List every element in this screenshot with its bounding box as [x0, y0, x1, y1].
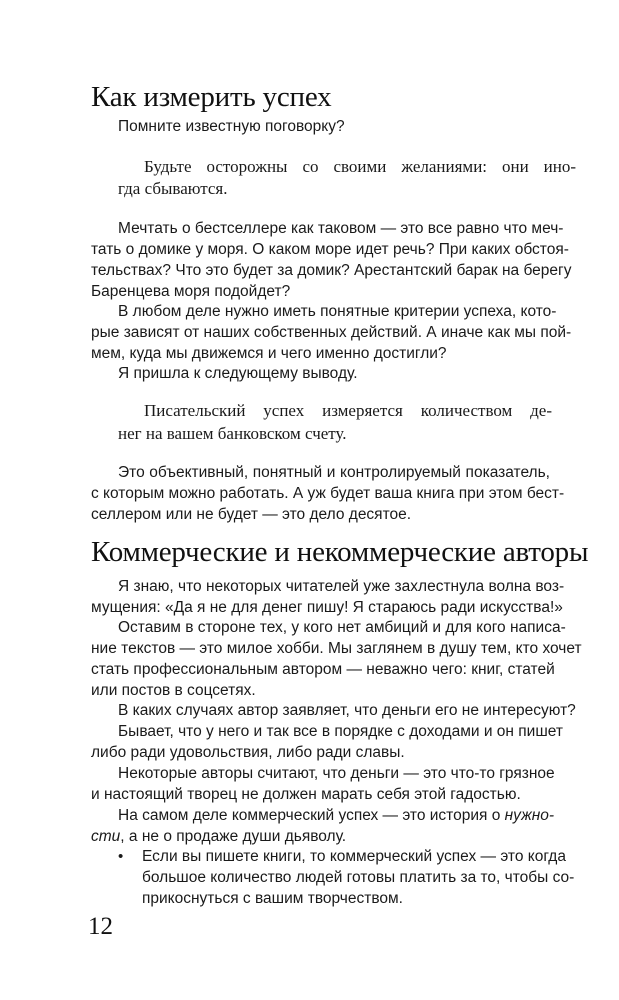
s2-para2-line-3: стать профессиональным автором — неважно чего: книг, статей	[91, 661, 555, 678]
s2-para1-line-1: Я знаю, что некоторых читателей уже захлестнула волна воз-	[118, 578, 565, 595]
quote2-line-2: нег на вашем банковском счету.	[118, 424, 347, 443]
para1-line-1: Мечтать о бестселлере как таковом — это все равно что меч-	[118, 220, 564, 237]
para1-line-2: тать о домике у моря. О каком море идет речь? При каких обстоя-	[91, 241, 569, 258]
para4-line-3: селлером или не будет — это дело десятое.	[91, 506, 412, 523]
para3-line: Я пришла к следующему выводу.	[118, 365, 358, 382]
para1-line-3: тельствах? Что это будет за домик? Арестантский барак на берегу	[91, 262, 572, 279]
para4-line-2: с которым можно работать. А уж будет ваша книга при этом бест-	[91, 485, 565, 502]
s2-para5-line-1: Некоторые авторы считают, что деньги — это что-то грязное	[118, 765, 555, 782]
s2-para6-line-1: На самом деле коммерческий успех — это история о нужно-	[118, 807, 555, 824]
quote1-line-1: Будьте осторожны со своими желаниями: они ино-	[144, 157, 576, 176]
para2-line-2: рые зависят от наших собственных действий. А иначе как мы пой-	[91, 324, 572, 341]
intro-line: Помните известную поговорку?	[118, 118, 345, 135]
quote2-line-1: Писательский успех измеряется количеством де-	[144, 401, 552, 420]
emphasis-nuzhnosti-2: сти	[91, 828, 121, 845]
section-heading-commercial-authors: Коммерческие и некоммерческие авторы	[91, 536, 589, 568]
s2-para6-line-2: сти, а не о продаже души дьяволу.	[91, 828, 347, 845]
quote1-line-2: гда сбываются.	[118, 179, 228, 198]
bullet-line-1: Если вы пишете книги, то коммерческий успех — это когда	[142, 848, 566, 865]
bullet-line-3: прикоснуться с вашим творчеством.	[142, 890, 403, 907]
s2-para4-line-1: Бывает, что у него и так все в порядке с доходами и он пишет	[118, 723, 563, 740]
s2-para4-line-2: либо ради удовольствия, либо ради славы.	[91, 744, 405, 761]
section-heading-measure-success: Как измерить успех	[91, 81, 332, 113]
s2-para3-line: В каких случаях автор заявляет, что деньги его не интересуют?	[118, 702, 576, 719]
s2-para2-line-1: Оставим в стороне тех, у кого нет амбиций и для кого написа-	[118, 619, 566, 636]
bullet-line-2: большое количество людей готовы платить за то, чтобы со-	[142, 869, 575, 886]
s2-para5-line-2: и настоящий творец не должен марать себя этой гадостью.	[91, 786, 521, 803]
s2-para2-line-4: или постов в соцсетях.	[91, 682, 256, 699]
emphasis-nuzhnosti-1: нужно-	[504, 807, 555, 824]
page-number: 12	[88, 913, 113, 940]
s2-para2-line-2: ние текстов — это милое хобби. Мы заглянем в душу тем, кто хочет	[91, 640, 582, 657]
para1-line-4: Баренцева моря подойдет?	[91, 283, 291, 300]
bullet-marker: •	[118, 848, 124, 865]
para4-line-1: Это объективный, понятный и контролируемый показатель,	[118, 464, 550, 481]
s2-para1-line-2: мущения: «Да я не для денег пишу! Я стараюсь ради искусства!»	[91, 599, 563, 616]
para2-line-1: В любом деле нужно иметь понятные критерии успеха, кото-	[118, 303, 557, 320]
para2-line-3: мем, куда мы движемся и чего именно достигли?	[91, 345, 447, 362]
